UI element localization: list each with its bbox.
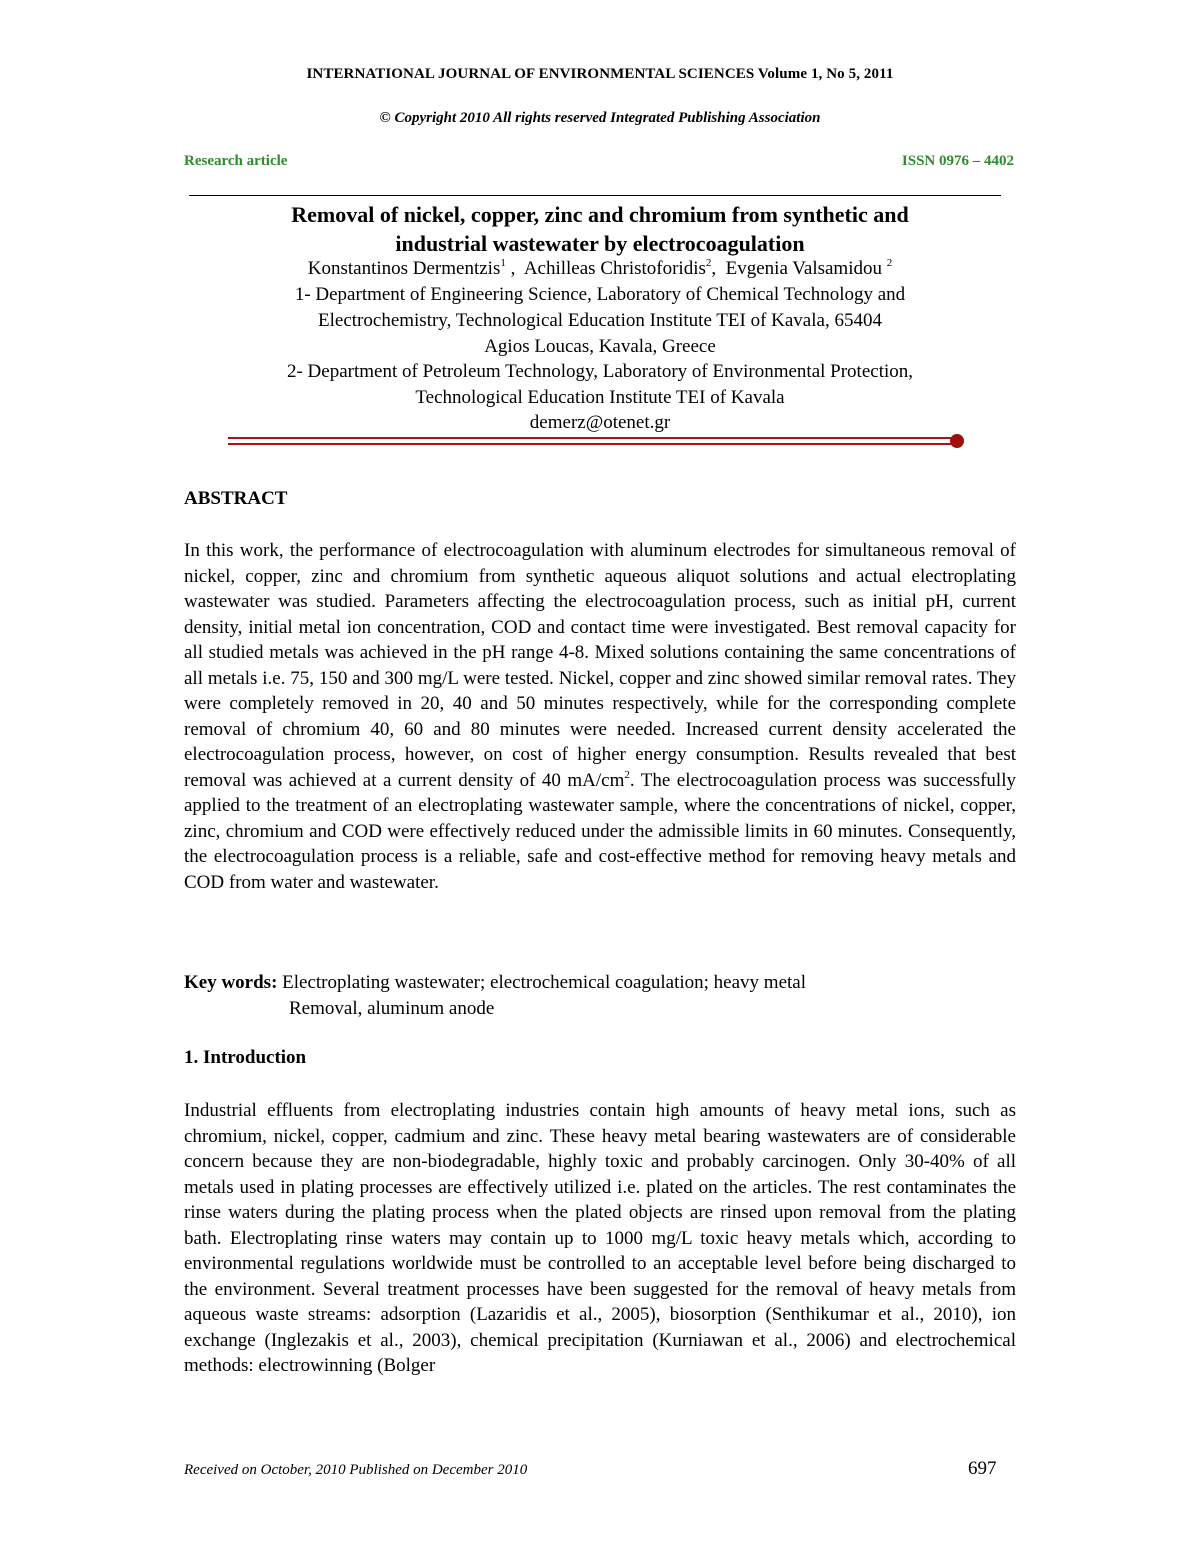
keywords-block bbox=[184, 970, 806, 1021]
paper-title bbox=[200, 200, 1000, 258]
title-line-2: industrial wastewater by electrocoagulation bbox=[395, 231, 805, 256]
affiliation-line: 1- Department of Engineering Science, Laboratory of Chemical Technology and bbox=[294, 284, 906, 305]
keywords-line-2: Removal, aluminum anode bbox=[289, 997, 495, 1019]
author-separator: , bbox=[711, 258, 726, 279]
title-line-1: Removal of nickel, copper, zinc and chromium from synthetic and bbox=[291, 202, 909, 227]
affiliation-line: Electrochemistry, Technological Education Institute TEI of Kavala, 65404 bbox=[318, 310, 882, 331]
red-divider-bottom bbox=[228, 443, 956, 445]
author-affiliation-marker: 1 bbox=[500, 257, 506, 269]
keywords-line-1: Electroplating wastewater; electrochemical coagulation; heavy metal bbox=[277, 972, 807, 993]
affiliation-line: 2- Department of Petroleum Technology, Laboratory of Environmental Protection, bbox=[286, 361, 914, 382]
page-number: 697 bbox=[968, 1458, 997, 1479]
author-email[interactable]: demerz@otenet.gr bbox=[529, 412, 671, 433]
keywords-label: Key words: bbox=[184, 972, 278, 993]
abstract-text-part-2: . The electrocoagulation process was successfully applied to the treatment of an electroplating wastewater sample, where the concentrations of nickel, copper, zinc, chromium and COD were effectively reduced under the admissible limits in 60 minutes. Consequently, the electrocoagulation process is a reliable, safe and cost-effective method for removing heavy metals and COD from water and wastewater. bbox=[184, 769, 1016, 893]
abstract-superscript: 2 bbox=[624, 768, 630, 781]
header-divider bbox=[189, 195, 1001, 196]
abstract-heading: ABSTRACT bbox=[184, 488, 288, 509]
author-separator: , bbox=[505, 258, 524, 279]
affiliation-line: Agios Loucas, Kavala, Greece bbox=[484, 336, 716, 357]
introduction-heading: 1. Introduction bbox=[184, 1047, 307, 1068]
journal-header: INTERNATIONAL JOURNAL OF ENVIRONMENTAL SCIENCES Volume 1, No 5, 2011 bbox=[306, 66, 894, 82]
author-affiliation-marker: 2 bbox=[705, 257, 712, 269]
affiliation-line: Technological Education Institute TEI of Kavala bbox=[415, 387, 785, 408]
abstract-text-part-1: In this work, the performance of electrocoagulation with aluminum electrodes for simultaneous removal of nickel, copper, zinc and chromium from synthetic aqueous aliquot solutions and actual electroplating wastewater was studied. Parameters affecting the electrocoagulation process, such as initial pH, current density, initial metal ion concentration, COD and contact time were investigated. Best removal capacity for all studied metals was achieved in the pH range 4-8. Mixed solutions containing the same concentrations of all metals i.e. 75, 150 and 300 mg/L were tested. Nickel, copper and zinc showed similar removal rates. They were completely removed in 20, 40 and 50 minutes respectively, while for the corresponding complete removal of chromium 40, 60 and 80 minutes were needed. Increased current density accelerated the electrocoagulation process, however, on cost of higher energy consumption. Results revealed that best removal was achieved at a current density of 40 mA/cm bbox=[184, 540, 1016, 791]
issn-label: ISSN 0976 – 4402 bbox=[901, 153, 1014, 169]
abstract-body bbox=[184, 538, 1016, 895]
author-name: Evgenia Valsamidou bbox=[725, 258, 882, 279]
copyright-line: © Copyright 2010 All rights reserved Integrated Publishing Association bbox=[379, 110, 821, 126]
author-list bbox=[0, 256, 1200, 282]
author-name: Konstantinos Dermentzis bbox=[307, 258, 501, 279]
received-published-note: Received on October, 2010 Published on December 2010 bbox=[184, 1462, 528, 1478]
introduction-body: Industrial effluents from electroplating industries contain high amounts of heavy metal ions, such as chromium, nickel, copper, cadmium and zinc. These heavy metal bearing wastewaters are of considerable concern because they are non-biodegradable, highly toxic and probably carcinogen. Only 30-40% of all metals used in plating processes are effectively utilized i.e. plated on the articles. The rest contaminates the rinse waters during the plating process when the plated objects are rinsed upon removal from the plating bath. Electroplating rinse waters may contain up to 1000 mg/L toxic heavy metals which, according to environmental regulations worldwide must be controlled to an acceptable level before being discharged to the environment. Several treatment processes have been suggested for the removal of heavy metals from aqueous waste streams: adsorption (Lazaridis et al., 2005), biosorption (Senthikumar et al., 2010), ion exchange (Inglezakis et al., 2003), chemical precipitation (Kurniawan et al., 2006) and electrochemical methods: electrowinning (Bolger bbox=[184, 1100, 1016, 1376]
article-type-label: Research article bbox=[184, 153, 288, 169]
red-divider-dot bbox=[950, 434, 964, 448]
author-name: Achilleas Christoforidis bbox=[523, 258, 706, 279]
author-affiliation-marker: 2 bbox=[886, 257, 893, 269]
red-divider-top bbox=[228, 437, 956, 439]
